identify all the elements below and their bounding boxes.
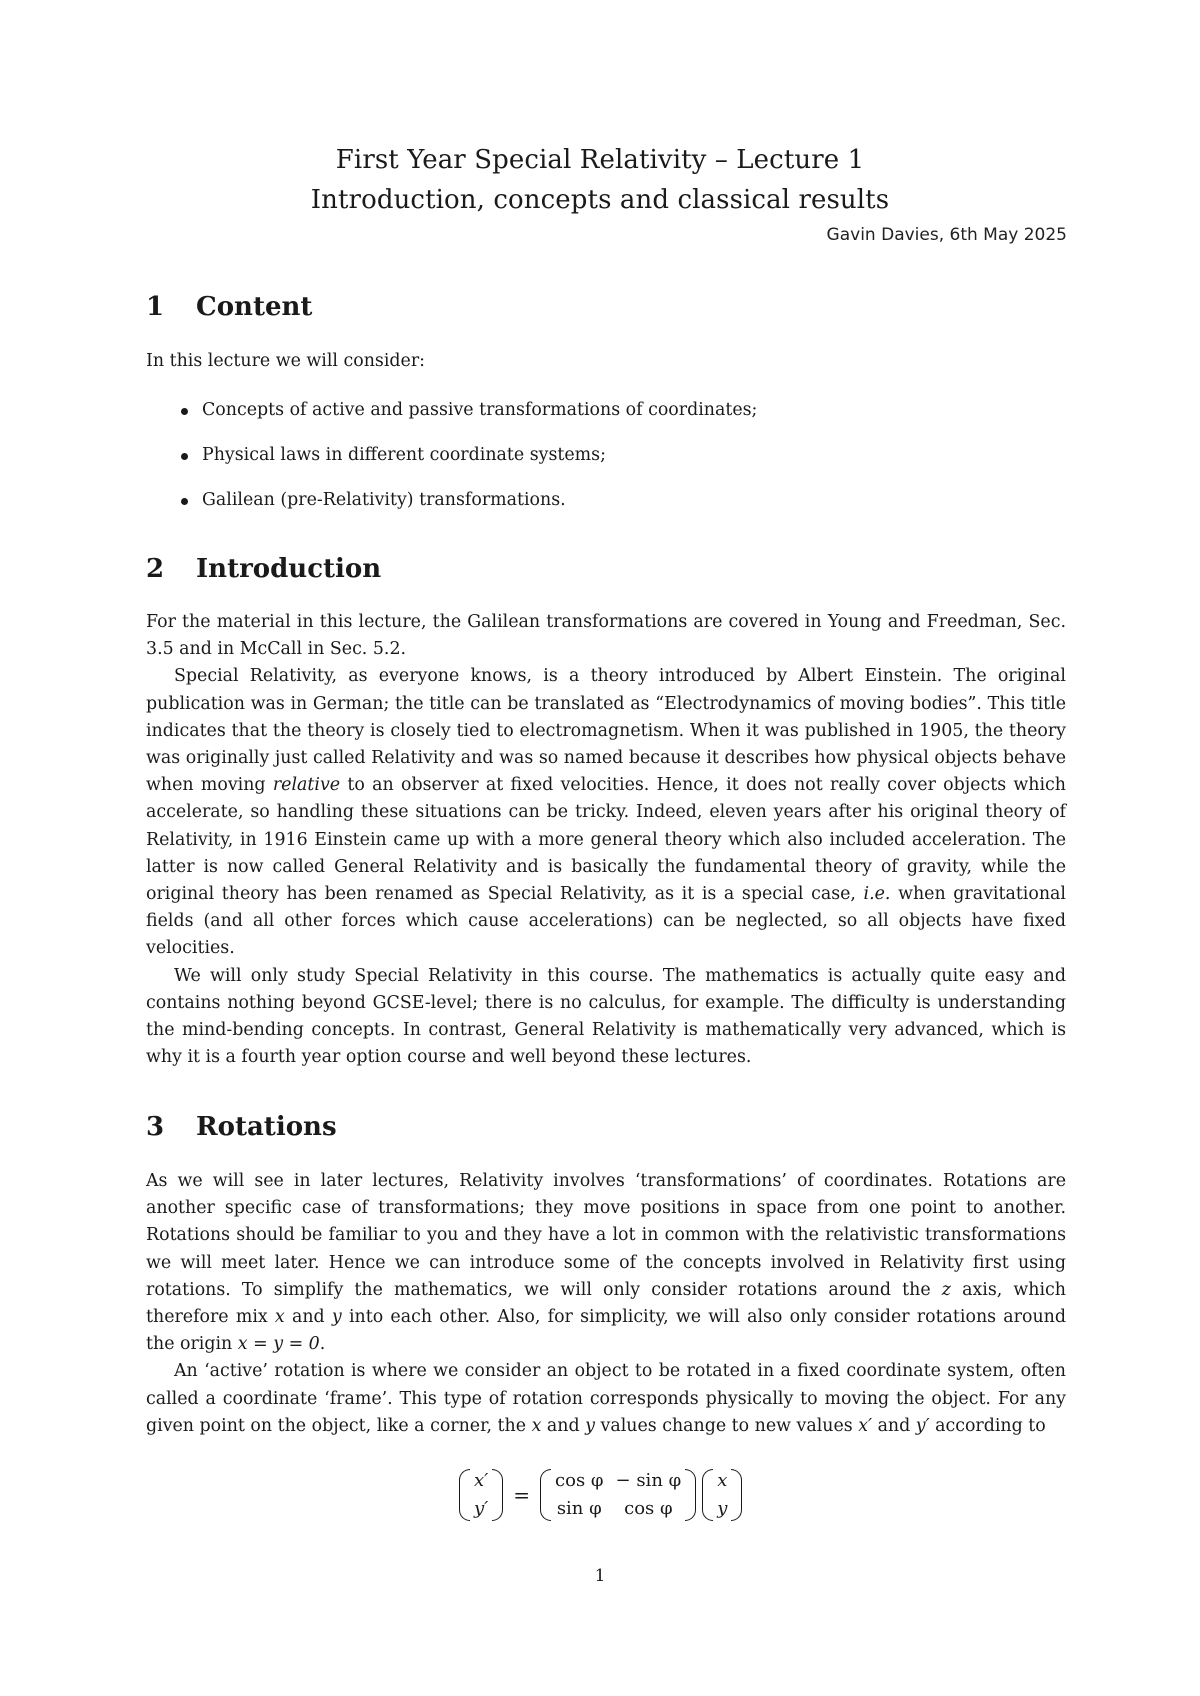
bullet-icon	[181, 498, 188, 505]
equals-sign: =	[513, 1483, 531, 1507]
matrix-cell: y′	[474, 1498, 489, 1519]
paragraph	[146, 1168, 1066, 1358]
bullet-icon	[181, 453, 188, 460]
intro-text: In this lecture we will consider:	[146, 351, 426, 371]
paragraph-text: and	[291, 1307, 325, 1328]
emphasis-text: relative	[272, 775, 341, 796]
author-date: Gavin Davies, 6th May 2025	[826, 225, 1067, 245]
section-title: Content	[196, 292, 313, 322]
math-symbol: x	[274, 1307, 285, 1328]
section-heading-introduction	[146, 554, 381, 584]
list-item	[178, 397, 1058, 442]
paragraph-text: .	[319, 1334, 326, 1355]
paragraph-text: to an observer at fixed velocities. Hence, it does not really cover objects which accelerate, so handling these situations can be tricky. Indeed, eleven years after his original theory of Relativity, in 1916 Einstein came up with a more general theory which also included acceleration. The latter is now called General Relativity and is basically the fundamental theory of gravity, while the original theory has been renamed as Special Relativity, as it is a special case,	[146, 775, 1066, 905]
right-paren	[492, 1469, 503, 1521]
title-line-2: Introduction, concepts and classical results	[310, 185, 890, 215]
lhs-vector	[459, 1467, 503, 1523]
paragraph-text: As we will see in later lectures, Relativity involves ‘transformations’ of coordinates. Rotations are another specific case of transformations; they move positions in space from one point to another. Rotations should be familiar to you and they have a lot in common with the relativistic transformations we will meet later. Hence we can introduce some of the concepts involved in Relativity first using rotations. To simplify the mathematics, we will only consider rotations around the	[146, 1171, 1066, 1300]
paragraph-text: values change to new values	[600, 1415, 853, 1436]
math-expression: x = y = 0	[237, 1334, 320, 1355]
right-paren	[731, 1469, 742, 1521]
paragraph-text: when gravitational fields (and all other forces which cause accelerations) can be neglected, so all objects have fixed velocities.	[146, 884, 1066, 959]
rotation-matrix	[540, 1467, 696, 1523]
bullet-list	[178, 397, 1058, 532]
paragraph: We will only study Special Relativity in this course. The mathematics is actually quite easy and contains nothing beyond GCSE-level; there is no calculus, for example. The difficulty is understanding the mind-bending concepts. In contrast, General Relativity is mathematically very advanced, which is why it is a fourth year option course and well beyond these lectures.	[146, 965, 1066, 1068]
matrix-cell: x′	[474, 1470, 489, 1491]
section-body-rotations	[146, 1168, 1066, 1440]
section-heading-rotations	[146, 1112, 337, 1142]
section-body-introduction	[146, 609, 1066, 1071]
emphasis-text: i.e.	[863, 884, 891, 905]
matrix-cell: cos φ	[555, 1470, 604, 1491]
title-block	[0, 140, 1200, 220]
section-title: Rotations	[196, 1112, 337, 1142]
section-intro	[146, 348, 1066, 375]
paragraph-text: and	[877, 1415, 911, 1436]
paragraph-text: according to	[935, 1415, 1046, 1436]
list-item-text: Concepts of active and passive transformations of coordinates;	[202, 400, 758, 420]
paragraph-text: axis, which therefore mix	[146, 1279, 1066, 1328]
left-paren	[459, 1469, 470, 1521]
section-number: 1	[146, 292, 165, 322]
paragraph: For the material in this lecture, the Galilean transformations are covered in Young and Freedman, Sec. 3.5 and in McCall in Sec. 5.2.	[146, 612, 1066, 660]
section-heading-content	[146, 292, 312, 322]
list-item	[178, 487, 1058, 532]
title-line-1: First Year Special Relativity – Lecture 1	[335, 145, 865, 175]
paragraph	[146, 1358, 1066, 1440]
math-symbol: y	[585, 1415, 595, 1436]
left-paren	[702, 1469, 713, 1521]
list-item-text: Galilean (pre-Relativity) transformations.	[202, 490, 566, 510]
paragraph-text: into each other. Also, for simplicity, we will also only consider rotations around the origin	[146, 1307, 1066, 1355]
matrix-cell: y	[717, 1498, 728, 1519]
matrix-cell: x	[717, 1470, 728, 1491]
matrix-cell: sin φ	[556, 1498, 602, 1519]
section-number: 3	[146, 1112, 165, 1142]
rhs-vector	[702, 1467, 742, 1523]
left-paren	[540, 1469, 551, 1521]
right-paren	[685, 1469, 696, 1521]
section-title: Introduction	[196, 554, 382, 584]
section-number: 2	[146, 554, 165, 584]
math-symbol: x′	[858, 1415, 873, 1436]
paragraph-text: Special Relativity, as everyone knows, is a theory introduced by Albert Einstein. The original publication was in German; the title can be translated as “Electrodynamics of moving bodies”. This title indicates that the theory is closely tied to electromagnetism. When it was published in 1905, the theory was originally just called Relativity and was so named because it describes how physical objects behave when moving	[146, 666, 1066, 796]
paragraph-text: An ‘active’ rotation is where we consider an object to be rotated in a fixed coordinate system, often called a coordinate ‘frame’. This type of rotation corresponds physically to moving the object. For any given point on the object, like a corner, the	[146, 1361, 1066, 1436]
math-symbol: x	[531, 1415, 542, 1436]
matrix-cell: cos φ	[624, 1498, 673, 1519]
math-symbol: y′	[915, 1415, 930, 1436]
matrix-cell: − sin φ	[615, 1470, 682, 1491]
list-item-text: Physical laws in different coordinate systems;	[202, 445, 606, 465]
paragraph-text: and	[546, 1415, 580, 1436]
rotation-matrix-equation	[459, 1460, 742, 1530]
bullet-icon	[181, 408, 188, 415]
list-item	[178, 442, 1058, 487]
math-symbol: z	[941, 1279, 951, 1300]
page-number: 1	[594, 1566, 606, 1586]
math-symbol: y	[331, 1307, 342, 1328]
paragraph	[146, 663, 1066, 962]
